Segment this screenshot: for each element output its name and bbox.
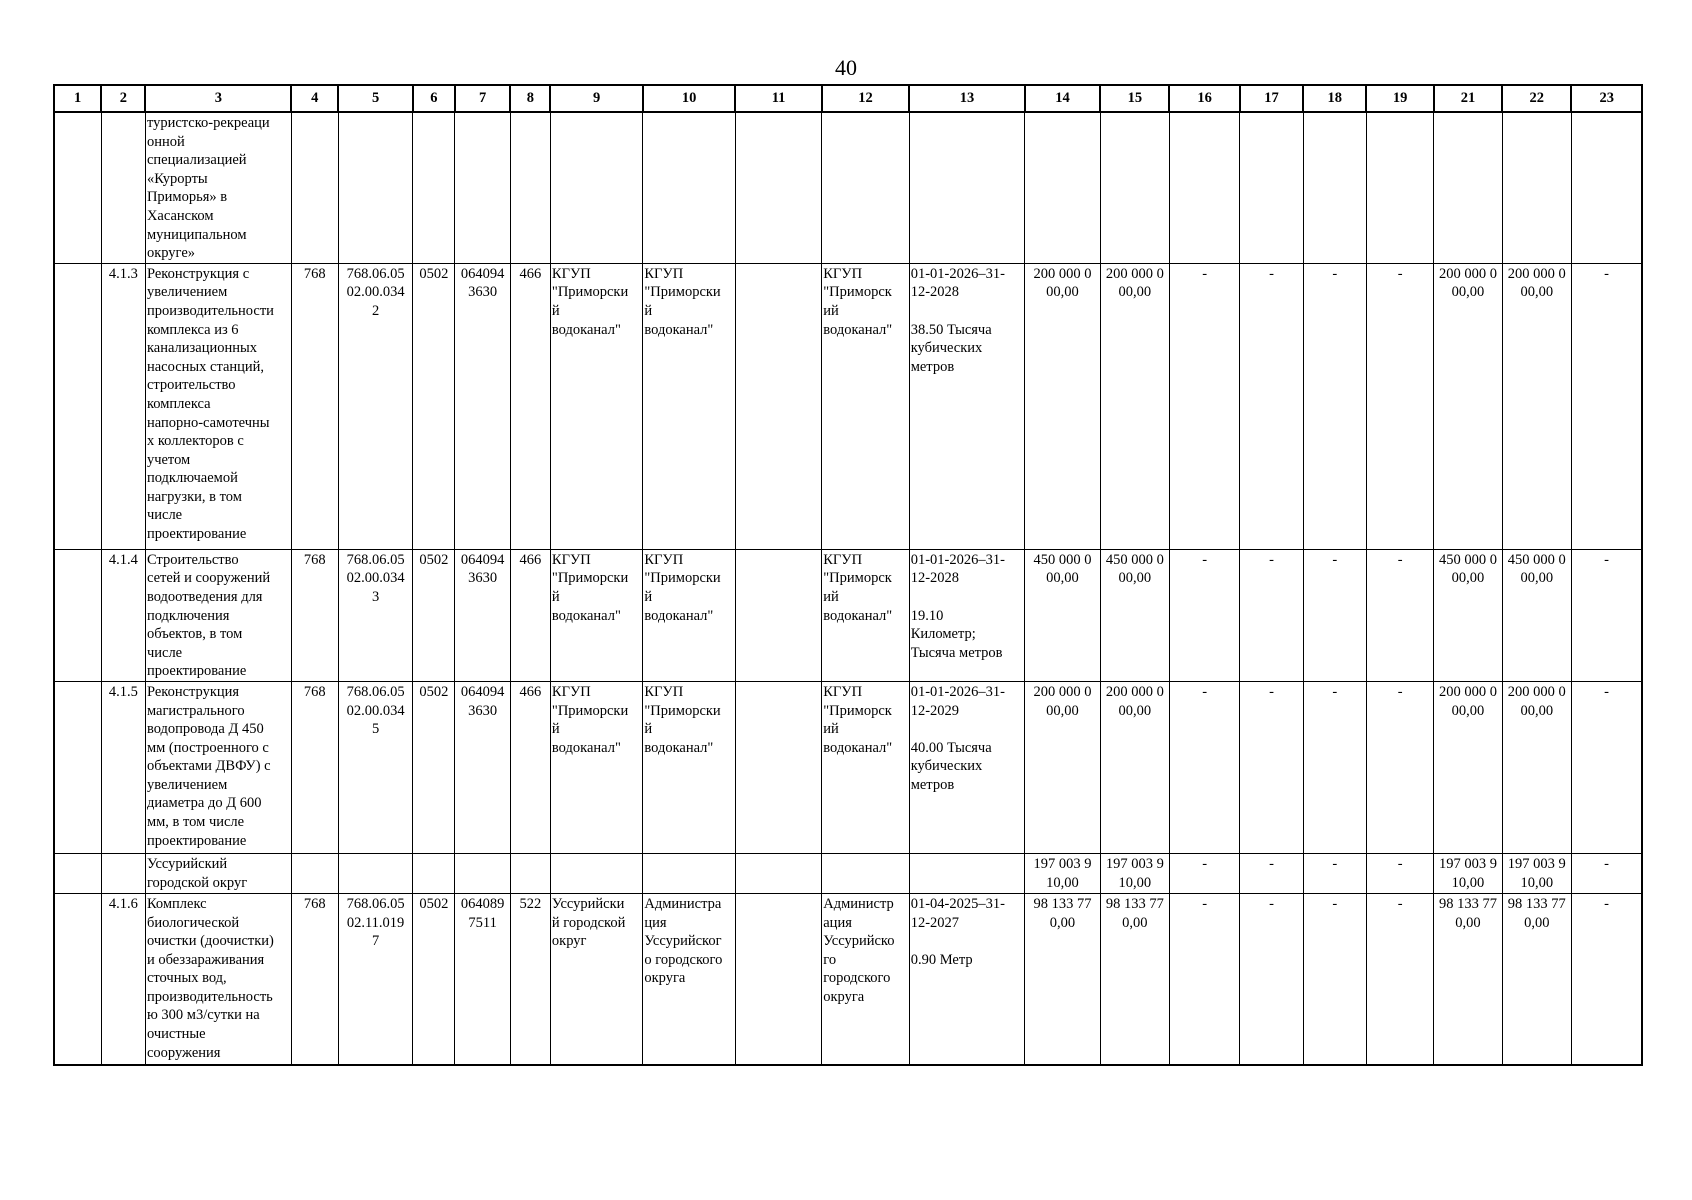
- table-cell: 466: [510, 549, 550, 681]
- table-cell: [1169, 112, 1239, 263]
- table-cell: 064094 3630: [455, 681, 510, 853]
- column-header: 19: [1366, 85, 1433, 112]
- table-cell: -: [1169, 681, 1239, 853]
- table-cell: -: [1366, 893, 1433, 1065]
- column-header: 6: [413, 85, 455, 112]
- table-cell: -: [1169, 549, 1239, 681]
- table-cell: 0502: [413, 893, 455, 1065]
- table-cell: [54, 893, 101, 1065]
- table-cell: [54, 853, 101, 893]
- table-cell: КГУП "Приморски й водоканал": [550, 549, 642, 681]
- table-cell: 768.06.05 02.11.019 7: [338, 893, 412, 1065]
- table-cell: -: [1571, 893, 1642, 1065]
- table-cell: 200 000 0 00,00: [1100, 681, 1169, 853]
- column-header: 11: [735, 85, 821, 112]
- table-cell: -: [1571, 263, 1642, 549]
- table-cell: -: [1240, 549, 1303, 681]
- column-header: 18: [1303, 85, 1366, 112]
- table-cell: 768: [291, 893, 338, 1065]
- table-cell: -: [1303, 263, 1366, 549]
- table-cell: -: [1303, 893, 1366, 1065]
- table-cell: 4.1.3: [101, 263, 145, 549]
- table-cell: [510, 112, 550, 263]
- table-cell: [822, 853, 909, 893]
- table-cell: КГУП "Приморски й водоканал": [643, 681, 735, 853]
- table-row: [54, 893, 1642, 1065]
- table-cell: 466: [510, 681, 550, 853]
- table-cell: 197 003 9 10,00: [1434, 853, 1502, 893]
- table-cell: -: [1366, 853, 1433, 893]
- table-cell: 200 000 0 00,00: [1502, 263, 1571, 549]
- table-cell: 200 000 0 00,00: [1100, 263, 1169, 549]
- table-cell: [1100, 112, 1169, 263]
- table-cell: [413, 112, 455, 263]
- table-cell: [54, 681, 101, 853]
- column-header: 2: [101, 85, 145, 112]
- table-cell: 01-04-2025–31- 12-2027 0.90 Метр: [909, 893, 1025, 1065]
- table-cell: 200 000 0 00,00: [1025, 263, 1100, 549]
- table-cell: 768.06.05 02.00.034 5: [338, 681, 412, 853]
- table-cell: [735, 549, 821, 681]
- table-cell: -: [1366, 263, 1433, 549]
- table-cell: 200 000 0 00,00: [1434, 263, 1502, 549]
- table-cell: [1303, 112, 1366, 263]
- table-cell: [455, 853, 510, 893]
- table-cell: 064089 7511: [455, 893, 510, 1065]
- table-cell: [101, 112, 145, 263]
- table-cell: 768.06.05 02.00.034 2: [338, 263, 412, 549]
- table-cell: -: [1303, 549, 1366, 681]
- table-cell: [1571, 112, 1642, 263]
- table-cell: 768: [291, 263, 338, 549]
- column-header: 14: [1025, 85, 1100, 112]
- table-cell: [735, 853, 821, 893]
- table-cell: КГУП "Приморски й водоканал": [643, 549, 735, 681]
- table-cell: [909, 112, 1025, 263]
- table-cell: [455, 112, 510, 263]
- table-cell: 0502: [413, 681, 455, 853]
- table-cell: [735, 263, 821, 549]
- table-cell: [338, 853, 412, 893]
- table-cell: 0502: [413, 549, 455, 681]
- table-row: [54, 853, 1642, 893]
- table-cell: 450 000 0 00,00: [1100, 549, 1169, 681]
- column-header: 17: [1240, 85, 1303, 112]
- table-row: [54, 263, 1642, 549]
- table-cell: [735, 893, 821, 1065]
- table-cell: 200 000 0 00,00: [1502, 681, 1571, 853]
- table-cell: -: [1240, 681, 1303, 853]
- table-cell: 197 003 9 10,00: [1025, 853, 1100, 893]
- column-header: 10: [643, 85, 735, 112]
- table-cell: [1434, 112, 1502, 263]
- table-cell: 01-01-2026–31- 12-2029 40.00 Тысяча кубических метров: [909, 681, 1025, 853]
- table-cell: -: [1571, 549, 1642, 681]
- table-cell: Строительство сетей и сооружений водоотведения для подключения объектов, в том числе проектирование: [145, 549, 291, 681]
- table-cell: -: [1303, 681, 1366, 853]
- table-cell: 98 133 77 0,00: [1434, 893, 1502, 1065]
- table-cell: КГУП "Приморски й водоканал": [550, 263, 642, 549]
- table-row: [54, 112, 1642, 263]
- table-cell: 768: [291, 681, 338, 853]
- table-cell: КГУП "Приморск ий водоканал": [822, 681, 909, 853]
- table-cell: [822, 112, 909, 263]
- table-cell: -: [1169, 853, 1239, 893]
- table-cell: 4.1.5: [101, 681, 145, 853]
- table-cell: [735, 112, 821, 263]
- table-cell: 768: [291, 549, 338, 681]
- table-cell: [1240, 112, 1303, 263]
- table-cell: -: [1169, 893, 1239, 1065]
- table-cell: [909, 853, 1025, 893]
- table-cell: [1025, 112, 1100, 263]
- table-cell: 0502: [413, 263, 455, 549]
- table-cell: 200 000 0 00,00: [1434, 681, 1502, 853]
- table-cell: [291, 853, 338, 893]
- table-cell: [101, 853, 145, 893]
- table-cell: 4.1.4: [101, 549, 145, 681]
- table-cell: 450 000 0 00,00: [1025, 549, 1100, 681]
- table-cell: [413, 853, 455, 893]
- page-number: 40: [835, 55, 857, 80]
- table-cell: [1366, 112, 1433, 263]
- table-cell: 522: [510, 893, 550, 1065]
- column-header: 21: [1434, 85, 1502, 112]
- table-cell: 450 000 0 00,00: [1502, 549, 1571, 681]
- table-cell: -: [1571, 853, 1642, 893]
- table-cell: [338, 112, 412, 263]
- column-header: 16: [1169, 85, 1239, 112]
- table-cell: -: [1240, 893, 1303, 1065]
- table-cell: 064094 3630: [455, 263, 510, 549]
- table-cell: [54, 263, 101, 549]
- table-cell: -: [1366, 549, 1433, 681]
- table-cell: 01-01-2026–31- 12-2028 38.50 Тысяча кубических метров: [909, 263, 1025, 549]
- table-cell: -: [1366, 681, 1433, 853]
- table-cell: 197 003 9 10,00: [1100, 853, 1169, 893]
- column-header: 15: [1100, 85, 1169, 112]
- table-cell: туристско-рекреаци онной специализацией «Курорты Приморья» в Хасанском муниципальном округе»: [145, 112, 291, 263]
- column-header: 3: [145, 85, 291, 112]
- table-cell: [550, 112, 642, 263]
- table-cell: 98 133 77 0,00: [1100, 893, 1169, 1065]
- column-header: 7: [455, 85, 510, 112]
- table-cell: [291, 112, 338, 263]
- table-cell: 200 000 0 00,00: [1025, 681, 1100, 853]
- column-header: 1: [54, 85, 101, 112]
- table-cell: 98 133 77 0,00: [1502, 893, 1571, 1065]
- table-cell: -: [1571, 681, 1642, 853]
- table-cell: 197 003 9 10,00: [1502, 853, 1571, 893]
- column-header: 13: [909, 85, 1025, 112]
- table-cell: -: [1303, 853, 1366, 893]
- table-cell: [1502, 112, 1571, 263]
- column-header: 23: [1571, 85, 1642, 112]
- table-cell: Комплекс биологической очистки (доочистки) и обеззараживания сточных вод, производительность ю 300 м3/сутки на очистные сооружения: [145, 893, 291, 1065]
- column-header: 4: [291, 85, 338, 112]
- column-header: 5: [338, 85, 412, 112]
- table-cell: 064094 3630: [455, 549, 510, 681]
- column-header-row: [54, 85, 1642, 112]
- table-cell: [550, 853, 642, 893]
- table-cell: 01-01-2026–31- 12-2028 19.10 Километр; Тысяча метров: [909, 549, 1025, 681]
- table-cell: Уссурийский городской округ: [145, 853, 291, 893]
- table-cell: -: [1240, 853, 1303, 893]
- table-cell: КГУП "Приморск ий водоканал": [822, 549, 909, 681]
- table-row: [54, 549, 1642, 681]
- table-cell: КГУП "Приморск ий водоканал": [822, 263, 909, 549]
- table-cell: КГУП "Приморски й водоканал": [550, 681, 642, 853]
- table-cell: 4.1.6: [101, 893, 145, 1065]
- table-cell: [510, 853, 550, 893]
- table-cell: 450 000 0 00,00: [1434, 549, 1502, 681]
- table-cell: Администр ация Уссурийско го городского округа: [822, 893, 909, 1065]
- table-cell: 768.06.05 02.00.034 3: [338, 549, 412, 681]
- table-cell: Администра ция Уссурийског о городского округа: [643, 893, 735, 1065]
- table-cell: КГУП "Приморски й водоканал": [643, 263, 735, 549]
- table-cell: Уссурийски й городской округ: [550, 893, 642, 1065]
- table-cell: -: [1169, 263, 1239, 549]
- column-header: 8: [510, 85, 550, 112]
- table-cell: 466: [510, 263, 550, 549]
- column-header: 22: [1502, 85, 1571, 112]
- table-cell: Реконструкция с увеличением производительности комплекса из 6 канализационных насосных станций, строительство комплекса напорно-самотечны х коллекторов с учетом подключаемой нагрузки, в том числе проектирование: [145, 263, 291, 549]
- table-cell: [54, 549, 101, 681]
- table-cell: [54, 112, 101, 263]
- column-header: 9: [550, 85, 642, 112]
- table-cell: [643, 112, 735, 263]
- column-header: 12: [822, 85, 909, 112]
- budget-table: [53, 84, 1643, 1066]
- table-cell: [643, 853, 735, 893]
- table-cell: [735, 681, 821, 853]
- table-row: [54, 681, 1642, 853]
- table-cell: 98 133 77 0,00: [1025, 893, 1100, 1065]
- table-cell: Реконструкция магистрального водопровода Д 450 мм (построенного с объектами ДВФУ) с увеличением диаметра до Д 600 мм, в том числе проектирование: [145, 681, 291, 853]
- table-cell: -: [1240, 263, 1303, 549]
